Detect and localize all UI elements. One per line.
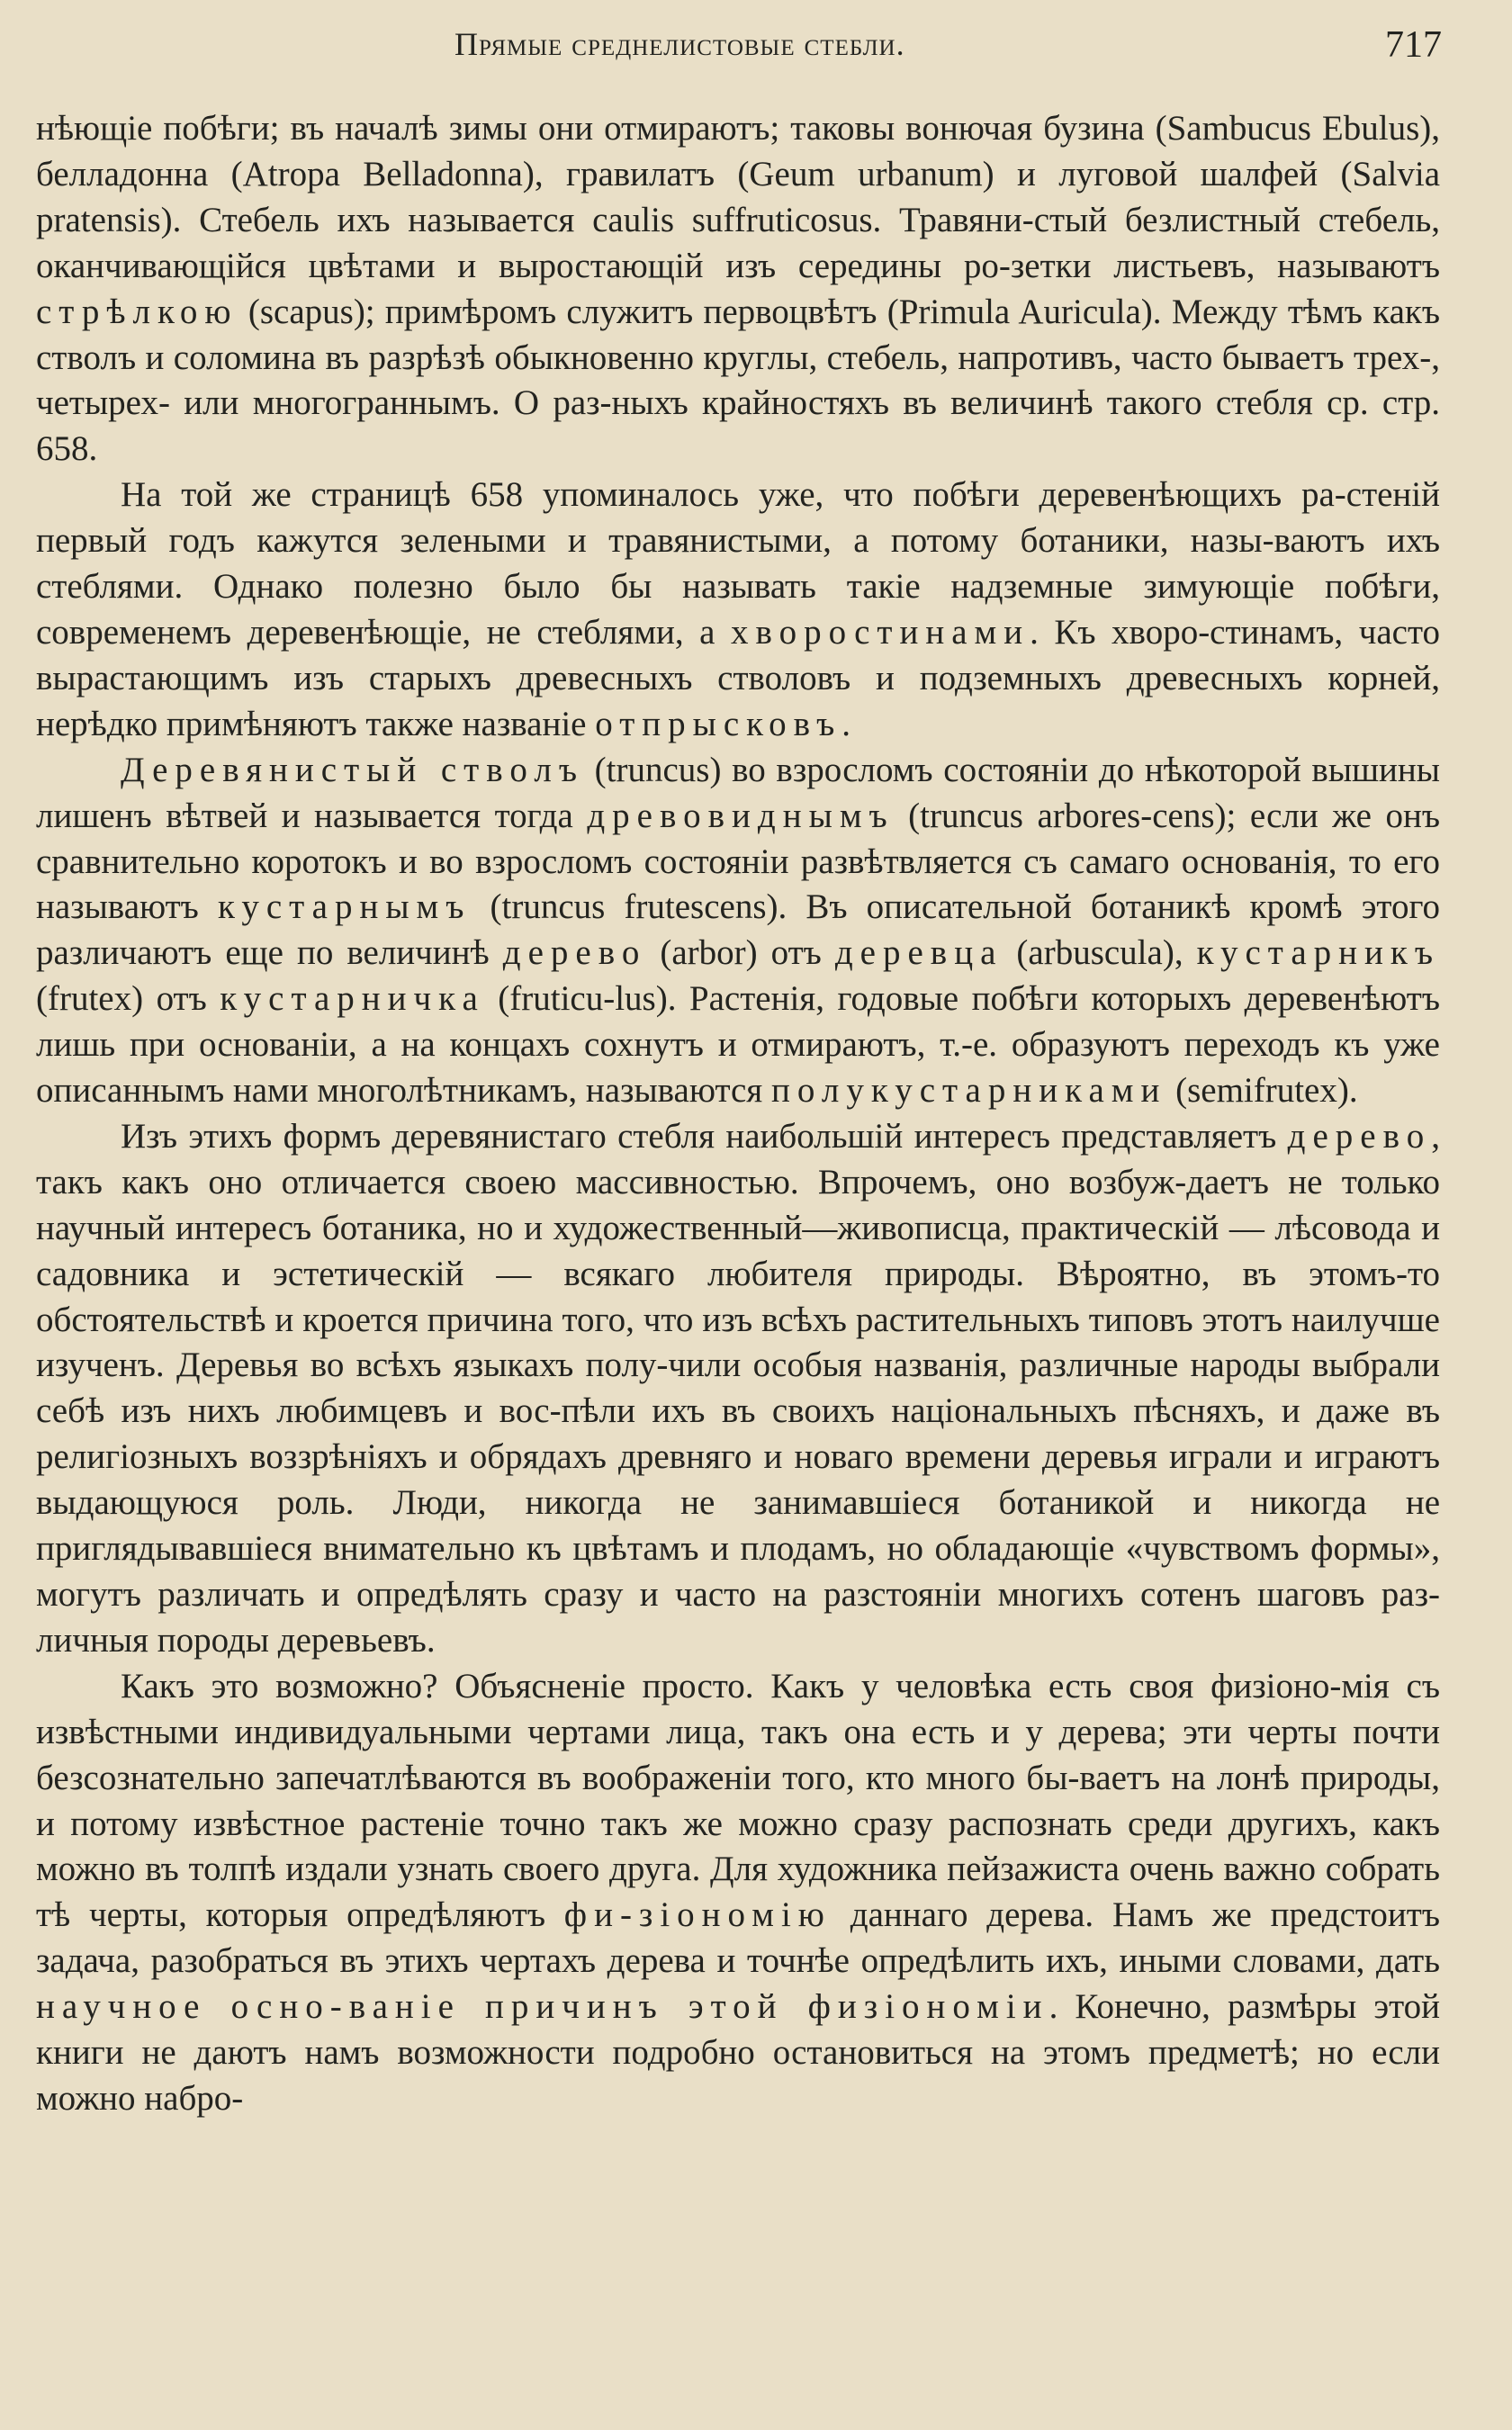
text-run: .: [842, 704, 850, 743]
spaced-emphasis: стрѣлкою: [36, 292, 238, 331]
page-header: [0, 25, 1512, 70]
text-run: Изъ этихъ формъ деревянистаго стебля наибольшій интересъ представляетъ: [121, 1116, 1288, 1156]
text-run: нѣющіе побѣги; въ началѣ зимы они отмираютъ; таковы вонючая бузина (Sambucus Ebulus), белладонна (Atropa Belladonna), гравилатъ (Geum urbanum) и луговой шалфей (Salvia pratensis). Стебель ихъ называется caulis suffruticosus. Травяни-стый безлистный стебель, оканчивающійся цвѣтами и выростающій изъ середины ро-зетки листьевъ, называютъ: [36, 109, 1440, 285]
text-run: (fruticu-lus). Растенія, годовые побѣги которыхъ деревенѣютъ лишь при основаніи, а на концахъ сохнутъ и отмираютъ, т.-е. образуютъ переходъ къ уже описаннымъ нами многолѣтникамъ, называются: [36, 979, 1440, 1111]
spaced-emphasis: дерево: [1287, 1116, 1432, 1156]
paragraph: [36, 472, 1440, 747]
spaced-emphasis: хворостинами: [730, 612, 1030, 652]
text-run: Какъ это возможно? Объясненіе просто. Какъ у человѣка есть своя физіоно-мія съ извѣстными индивидуальными чертами лица, такъ она есть и у дерева; эти черты почти безсознательно запечатлѣваются въ воображеніи того, кто много бы-ваетъ на лонѣ природы, и потому извѣстное растеніе точно такъ же можно сразу распознать среди другихъ, какъ можно въ толпѣ издали узнать своего друга. Для художника пейзажиста очень важно собрать тѣ черты, которыя опредѣляютъ: [36, 1666, 1440, 1935]
page-number: 717: [1385, 24, 1442, 66]
spaced-emphasis: древовиднымъ: [587, 796, 895, 835]
text-run: (truncus) во взросломъ состояніи до нѣкоторой вышины лишенъ вѣтвей и называется тогда: [36, 750, 1440, 835]
paragraph: [36, 1114, 1440, 1664]
spaced-emphasis: научное осно-ваніе причинъ этой физіономіи: [36, 1987, 1049, 2027]
paragraph: [36, 1664, 1440, 2122]
paragraph: [36, 748, 1440, 1114]
spaced-emphasis: деревца: [834, 933, 1004, 973]
text-run: (truncus frutescens). Въ описательной ботаникѣ кромѣ этого различаютъ еще по величинѣ: [36, 887, 1440, 973]
text-run: (truncus arbores-cens); если же онъ сравнительно коротокъ и во взросломъ состояніи развѣтвляется съ самаго основанія, то его называютъ: [36, 796, 1440, 927]
spaced-emphasis: кустарничка: [220, 979, 485, 1019]
spaced-emphasis: Деревянистый стволъ: [121, 750, 584, 789]
text-run: . Къ хворо-стинамъ, часто вырастающимъ изъ старыхъ древесныхъ стволовъ и подземныхъ древесныхъ корней, нерѣдко примѣняютъ также названіе: [36, 612, 1440, 743]
spaced-emphasis: дерево: [502, 933, 647, 973]
text-run: (arbor) отъ: [646, 933, 835, 973]
spaced-emphasis: кустарникъ: [1196, 933, 1440, 973]
text-run: . Конечно, размѣры этой книги не даютъ намъ возможности подробно остановиться на этомъ предметѣ; но если можно набро-: [36, 1987, 1440, 2118]
text-run: (frutex) отъ: [36, 979, 220, 1019]
running-title: Прямые среднелистовые стебли.: [454, 26, 905, 62]
spaced-emphasis: полукустарниками: [771, 1071, 1167, 1111]
text-run: , такъ какъ оно отличается своею массивностью. Впрочемъ, оно возбуж-даетъ не только научный интересъ ботаника, но и художественный—живописца, практическій — лѣсовода и садовника и эстетическій — всякаго любителя природы. Вѣроятно, въ этомъ-то обстоятельствѣ и кроется причина того, что изъ всѣхъ растительныхъ типовъ этотъ наилучше изученъ. Деревья во всѣхъ языкахъ полу-чили особыя названія, различные народы выбрали себѣ изъ нихъ любимцевъ и вос-пѣли ихъ въ своихъ національныхъ пѣсняхъ, и даже въ религіозныхъ воззрѣніяхъ и обрядахъ древняго и новаго времени деревья играли и играютъ выдающуюся роль. Люди, никогда не занимавшіеся ботаникой и никогда не приглядывавшіеся внимательно къ цвѣтамъ и плодамъ, но обладающіе «чувствомъ формы», могутъ различать и опредѣлять сразу и часто на разстояніи многихъ сотенъ шаговъ раз-личныя породы деревьевъ.: [36, 1116, 1440, 1660]
text-run: даннаго дерева. Намъ же предстоитъ задача, разобраться въ этихъ чертахъ дерева и точнѣе опредѣлить ихъ, иными словами, дать: [36, 1895, 1440, 1981]
spaced-emphasis: отпрысковъ: [595, 704, 842, 743]
spaced-emphasis: фи-зіономію: [563, 1895, 832, 1935]
text-run: (arbuscula),: [1003, 933, 1197, 973]
body-text: [36, 106, 1440, 2122]
spaced-emphasis: кустарнымъ: [217, 887, 472, 927]
text-run: (semifrutex).: [1166, 1071, 1358, 1111]
text-run: На той же страницѣ 658 упоминалось уже, что побѣги деревенѣющихъ ра-стеній первый годъ кажутся зелеными и травянистыми, а потому ботаники, назы-ваютъ ихъ стеблями. Однако полезно было бы называть такіе надземные зимующіе побѣги, современемъ деревенѣющіе, не стеблями, а: [36, 475, 1440, 652]
paragraph: [36, 106, 1440, 472]
text-run: (scapus); примѣромъ служитъ первоцвѣтъ (Primula Auricula). Между тѣмъ какъ стволъ и соломина въ разрѣзѣ обыкновенно круглы, стебель, напротивъ, часто бываетъ трех-, четырех- или многограннымъ. О раз-ныхъ крайностяхъ въ величинѣ такого стебля ср. стр. 658.: [36, 292, 1440, 469]
